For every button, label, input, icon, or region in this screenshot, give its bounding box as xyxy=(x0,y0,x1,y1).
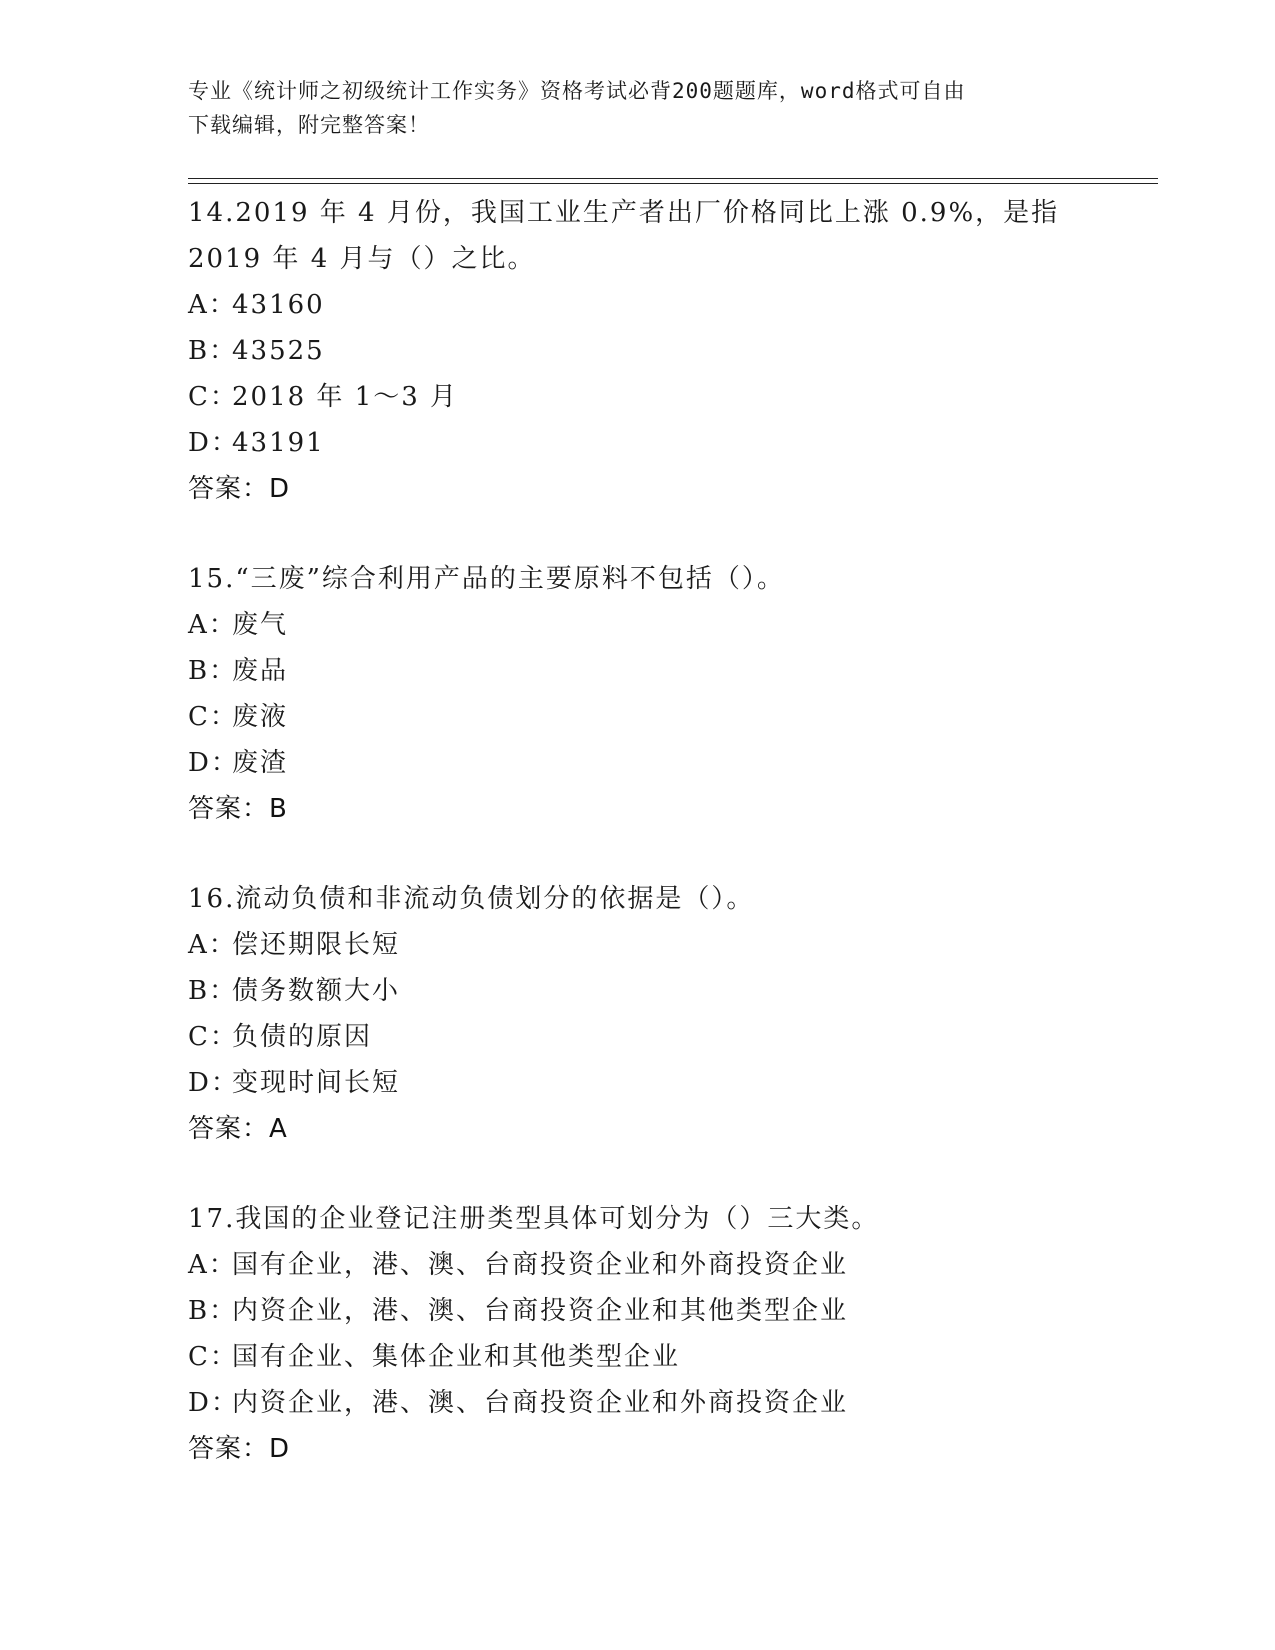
option-c xyxy=(188,694,1088,740)
option-text: 国有企业、集体企业和其他类型企业 xyxy=(232,1342,681,1372)
question-stem xyxy=(188,556,1088,602)
question-15 xyxy=(188,556,1088,832)
header-title-line-2: 下载编辑，附完整答案！ xyxy=(188,113,430,137)
question-stem xyxy=(188,876,1088,922)
option-label: C： xyxy=(188,382,238,412)
question-stem-line-1: 15.“三废”综合利用产品的主要原料不包括（）。 xyxy=(188,564,785,594)
header-divider-top xyxy=(188,178,1158,179)
option-text: 内资企业，港、澳、台商投资企业和外商投资企业 xyxy=(232,1388,849,1418)
option-a xyxy=(188,1242,1088,1288)
option-text: 43160 xyxy=(232,290,325,320)
option-b xyxy=(188,648,1088,694)
option-label: C： xyxy=(188,1022,238,1052)
option-text: 废品 xyxy=(232,656,289,686)
option-text: 国有企业，港、澳、台商投资企业和外商投资企业 xyxy=(232,1250,849,1280)
question-stem xyxy=(188,190,1088,282)
option-text: 43191 xyxy=(232,428,325,458)
option-d xyxy=(188,1060,1088,1106)
answer-key: 答案：D xyxy=(188,1434,291,1464)
option-text: 债务数额大小 xyxy=(232,976,401,1006)
option-text: 偿还期限长短 xyxy=(232,930,401,960)
answer-key: 答案：D xyxy=(188,474,291,504)
option-label: B： xyxy=(188,656,238,686)
option-d xyxy=(188,420,1088,466)
question-17 xyxy=(188,1196,1088,1472)
option-c xyxy=(188,1014,1088,1060)
option-text: 废渣 xyxy=(232,748,289,778)
question-stem-line-1: 17.我国的企业登记注册类型具体可划分为（）三大类。 xyxy=(188,1204,880,1234)
option-label: C： xyxy=(188,1342,238,1372)
option-text: 废液 xyxy=(232,702,289,732)
question-stem-line-1: 14.2019 年 4 月份，我国工业生产者出厂价格同比上涨 0.9%，是指 xyxy=(188,198,1060,228)
option-label: A： xyxy=(188,1250,237,1280)
option-label: B： xyxy=(188,1296,238,1326)
option-c xyxy=(188,374,1088,420)
option-c xyxy=(188,1334,1088,1380)
option-text: 废气 xyxy=(232,610,289,640)
option-text: 负债的原因 xyxy=(232,1022,373,1052)
document-header xyxy=(188,74,1068,142)
question-stem xyxy=(188,1196,1088,1242)
question-stem-line-1: 16.流动负债和非流动负债划分的依据是（）。 xyxy=(188,884,755,914)
option-text: 2018 年 1～3 月 xyxy=(232,382,459,412)
question-16 xyxy=(188,876,1088,1152)
option-b xyxy=(188,328,1088,374)
header-divider-bottom xyxy=(188,183,1158,184)
option-a xyxy=(188,282,1088,328)
option-b xyxy=(188,968,1088,1014)
option-label: D： xyxy=(188,1388,239,1418)
option-label: A： xyxy=(188,610,237,640)
option-label: C： xyxy=(188,702,238,732)
option-text: 43525 xyxy=(232,336,325,366)
question-14 xyxy=(188,190,1088,512)
option-label: B： xyxy=(188,336,238,366)
header-title-line-1: 专业《统计师之初级统计工作实务》资格考试必背200题题库，word格式可自由 xyxy=(188,79,966,103)
option-a xyxy=(188,602,1088,648)
answer-key: 答案：A xyxy=(188,1114,288,1144)
option-label: D： xyxy=(188,428,239,458)
option-label: A： xyxy=(188,290,237,320)
option-d xyxy=(188,740,1088,786)
option-label: A： xyxy=(188,930,237,960)
option-b xyxy=(188,1288,1088,1334)
option-d xyxy=(188,1380,1088,1426)
option-text: 变现时间长短 xyxy=(232,1068,401,1098)
option-text: 内资企业，港、澳、台商投资企业和其他类型企业 xyxy=(232,1296,849,1326)
question-list xyxy=(188,190,1088,1516)
option-label: D： xyxy=(188,748,239,778)
option-label: D： xyxy=(188,1068,239,1098)
question-stem-line-2: 2019 年 4 月与（）之比。 xyxy=(188,244,536,274)
option-label: B： xyxy=(188,976,238,1006)
option-a xyxy=(188,922,1088,968)
answer-key: 答案：B xyxy=(188,794,288,824)
